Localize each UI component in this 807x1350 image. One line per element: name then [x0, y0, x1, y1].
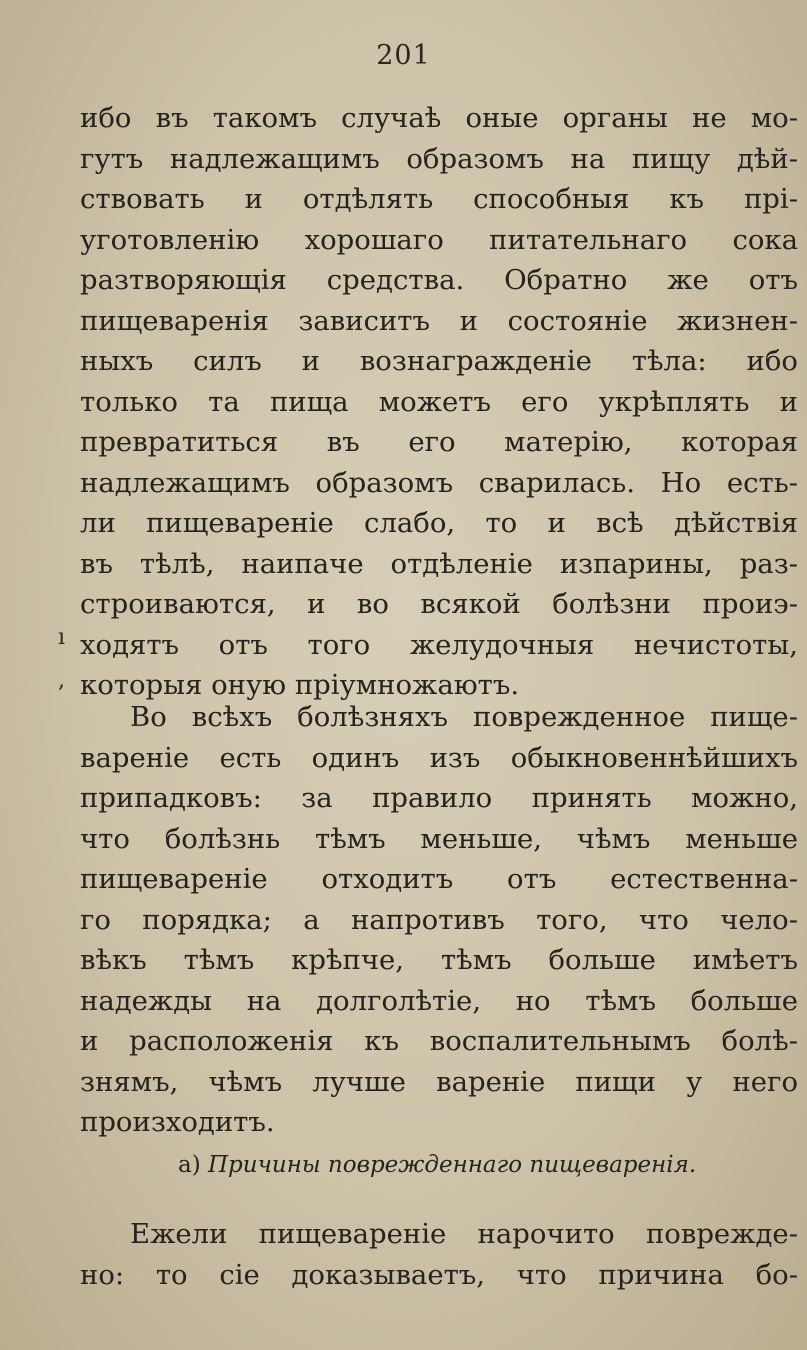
text-line: но: то сіе доказываетъ, что причина бо- — [80, 1259, 798, 1291]
text-line: вѣкъ тѣмъ крѣпче, тѣмъ больше имѣетъ — [80, 944, 798, 976]
paragraph-1 — [80, 98, 798, 706]
section-marker: a) — [178, 1152, 201, 1178]
text-line: пищеваренія зависитъ и состояніе жизнен- — [80, 304, 798, 337]
text-line: ли пищевареніе слабо, то и всѣ дѣйствія — [80, 507, 798, 539]
margin-mark: , — [58, 668, 65, 693]
text-line: припадковъ: за правило принять можно, — [80, 782, 798, 814]
margin-mark: ı — [58, 625, 66, 650]
text-line: го порядка; а напротивъ того, что чело- — [80, 903, 798, 936]
section-title: Причины поврежденнаго пищеваренія. — [208, 1152, 697, 1178]
text-line: пищевареніе отходитъ отъ естественна- — [80, 863, 798, 895]
text-line: ибо въ такомъ случаѣ оные органы не мо- — [80, 102, 798, 134]
section-heading — [178, 1152, 696, 1178]
text-line: ходятъ отъ того желудочныя нечистоты, — [80, 628, 798, 661]
text-line: въ тѣлѣ, наипаче отдѣленіе изпарины, раз- — [80, 547, 798, 580]
text-line: гутъ надлежащимъ образомъ на пищу дѣй- — [80, 142, 798, 175]
text-line: знямъ, чѣмъ лучше вареніе пищи у него — [80, 1065, 798, 1098]
text-line: и расположенія къ воспалительнымъ болѣ- — [80, 1025, 798, 1057]
text-line: Ежели пищевареніе нарочито поврежде- — [130, 1218, 798, 1250]
text-line: разтворяющія средства. Обратно же отъ — [80, 264, 798, 296]
text-line: что болѣзнь тѣмъ меньше, чѣмъ меньше — [80, 822, 798, 855]
text-line: ствовать и отдѣлять способныя къ прі- — [80, 183, 798, 215]
text-line: вареніе есть одинъ изъ обыкновеннѣйшихъ — [80, 741, 798, 774]
text-line: надлежащимъ образомъ сварилась. Но есть- — [80, 466, 798, 499]
text-line: ныхъ силъ и вознагражденіе тѣла: ибо — [80, 345, 798, 377]
paragraph-3 — [80, 1214, 798, 1296]
paragraph-2 — [80, 697, 798, 1143]
text-line: Во всѣхъ болѣзняхъ поврежденное пище- — [130, 701, 798, 733]
text-line: надежды на долголѣтіе, но тѣмъ больше — [80, 984, 798, 1017]
text-line: которыя оную пріумножаютъ. — [80, 669, 520, 701]
text-line: только та пища можетъ его укрѣплять и — [80, 385, 798, 418]
page-number: 201 — [376, 40, 431, 71]
text-line: произходитъ. — [80, 1106, 275, 1138]
text-line: превратиться въ его матерію, которая — [80, 426, 798, 458]
text-line: строиваются, и во всякой болѣзни проиэ- — [80, 588, 798, 620]
text-line: уготовленію хорошаго питательнаго сока — [80, 223, 798, 256]
